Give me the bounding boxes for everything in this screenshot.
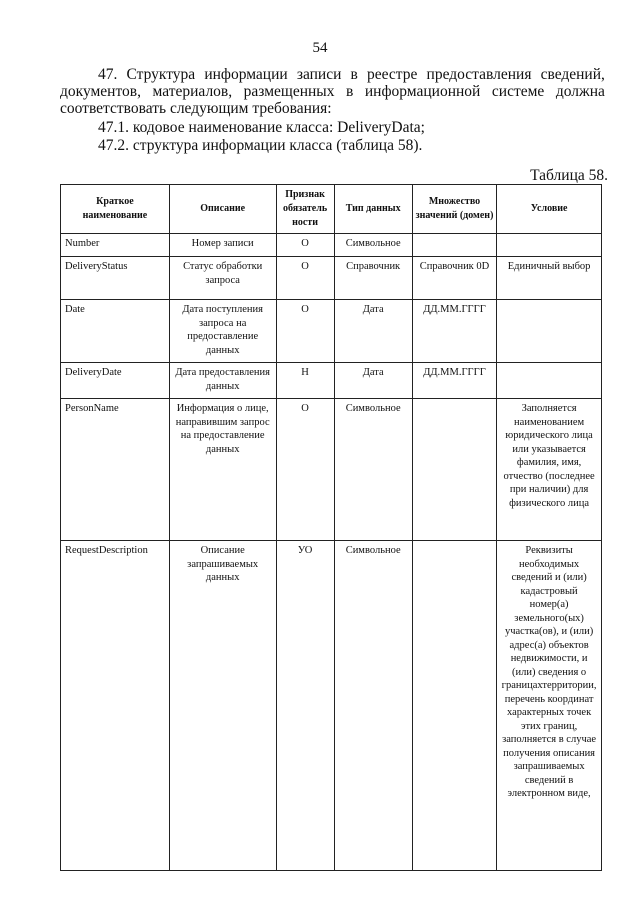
- header-description: Описание: [169, 185, 276, 234]
- table-caption: Таблица 58.: [530, 167, 608, 184]
- cell-name: Number: [61, 234, 170, 257]
- cell-description: Описание запрашиваемых данных: [169, 541, 276, 871]
- section-47-number: 47.: [98, 66, 118, 83]
- cell-condition: Заполняется наименованием юридического лица или указывается фамилия, имя, отчество (последнее при наличии) для физического лица: [497, 399, 602, 541]
- item-47-1: 47.1. кодовое наименование класса: DeliveryData;: [98, 119, 425, 136]
- section-47-line-3: соответствовать следующим требования:: [60, 100, 332, 117]
- cell-required: О: [276, 234, 334, 257]
- cell-required: О: [276, 300, 334, 363]
- word: информации: [204, 66, 288, 83]
- cell-domain: [412, 399, 496, 541]
- cell-domain: [412, 541, 496, 871]
- cell-condition: Единичный выбор: [497, 257, 602, 300]
- cell-name: RequestDescription: [61, 541, 170, 871]
- cell-type: Символьное: [334, 399, 412, 541]
- cell-required: Н: [276, 363, 334, 399]
- table-row: [61, 399, 602, 541]
- word: в: [350, 66, 358, 83]
- registry-table: [60, 184, 602, 871]
- cell-condition: [497, 300, 602, 363]
- word: должна: [555, 83, 605, 100]
- page-number: 54: [312, 40, 328, 56]
- cell-required: О: [276, 399, 334, 541]
- cell-domain: [412, 234, 496, 257]
- cell-domain: ДД.ММ.ГГГГ: [412, 300, 496, 363]
- item-47-2: 47.2. структура информации класса (таблица 58).: [98, 137, 423, 154]
- cell-name: DeliveryDate: [61, 363, 170, 399]
- cell-type: Символьное: [334, 234, 412, 257]
- table-row: [61, 257, 602, 300]
- word: материалов,: [152, 83, 233, 100]
- cell-condition: Реквизиты необходимых сведений и (или) кадастровый номер(а) земельного(ых) участка(ов), и (или) адрес(а) объектов недвижимости, и (или) сведения о границахтерритории, перечень координат характерных точек этих границ, заполняется в случае получения описания запрашиваемых сведений в электронном виде,: [497, 541, 602, 871]
- cell-description: Дата поступления запроса на предоставление данных: [169, 300, 276, 363]
- word: в: [346, 83, 354, 100]
- word: системе: [491, 83, 545, 100]
- word: сведений,: [540, 66, 605, 83]
- cell-type: Символьное: [334, 541, 412, 871]
- cell-type: Дата: [334, 300, 412, 363]
- header-condition: Условие: [497, 185, 602, 234]
- table-row: [61, 300, 602, 363]
- cell-condition: [497, 234, 602, 257]
- cell-type: Дата: [334, 363, 412, 399]
- table-row: [61, 541, 602, 871]
- table-header-row: [61, 185, 602, 234]
- table-row: [61, 234, 602, 257]
- word: реестре: [367, 66, 418, 83]
- cell-description: Номер записи: [169, 234, 276, 257]
- header-short-name: Краткое наименование: [61, 185, 170, 234]
- cell-type: Справочник: [334, 257, 412, 300]
- cell-description: Информация о лице, направившим запрос на предоставление данных: [169, 399, 276, 541]
- cell-name: PersonName: [61, 399, 170, 541]
- word: размещенных: [243, 83, 335, 100]
- section-47-line-1: [60, 66, 605, 83]
- header-required: Признак обязатель ности: [276, 185, 334, 234]
- word: документов,: [60, 83, 141, 100]
- cell-domain: ДД.ММ.ГГГГ: [412, 363, 496, 399]
- word: Структура: [126, 66, 196, 83]
- word: записи: [296, 66, 342, 83]
- word: информационной: [364, 83, 481, 100]
- cell-name: DeliveryStatus: [61, 257, 170, 300]
- header-data-type: Тип данных: [334, 185, 412, 234]
- cell-domain: Справочник 0D: [412, 257, 496, 300]
- cell-required: УО: [276, 541, 334, 871]
- word: предоставления: [426, 66, 532, 83]
- section-47-line-2: [60, 83, 605, 100]
- header-domain: Множество значений (домен): [412, 185, 496, 234]
- cell-name: Date: [61, 300, 170, 363]
- cell-description: Статус обработки запроса: [169, 257, 276, 300]
- cell-required: О: [276, 257, 334, 300]
- cell-condition: [497, 363, 602, 399]
- table-row: [61, 363, 602, 399]
- cell-description: Дата предоставления данных: [169, 363, 276, 399]
